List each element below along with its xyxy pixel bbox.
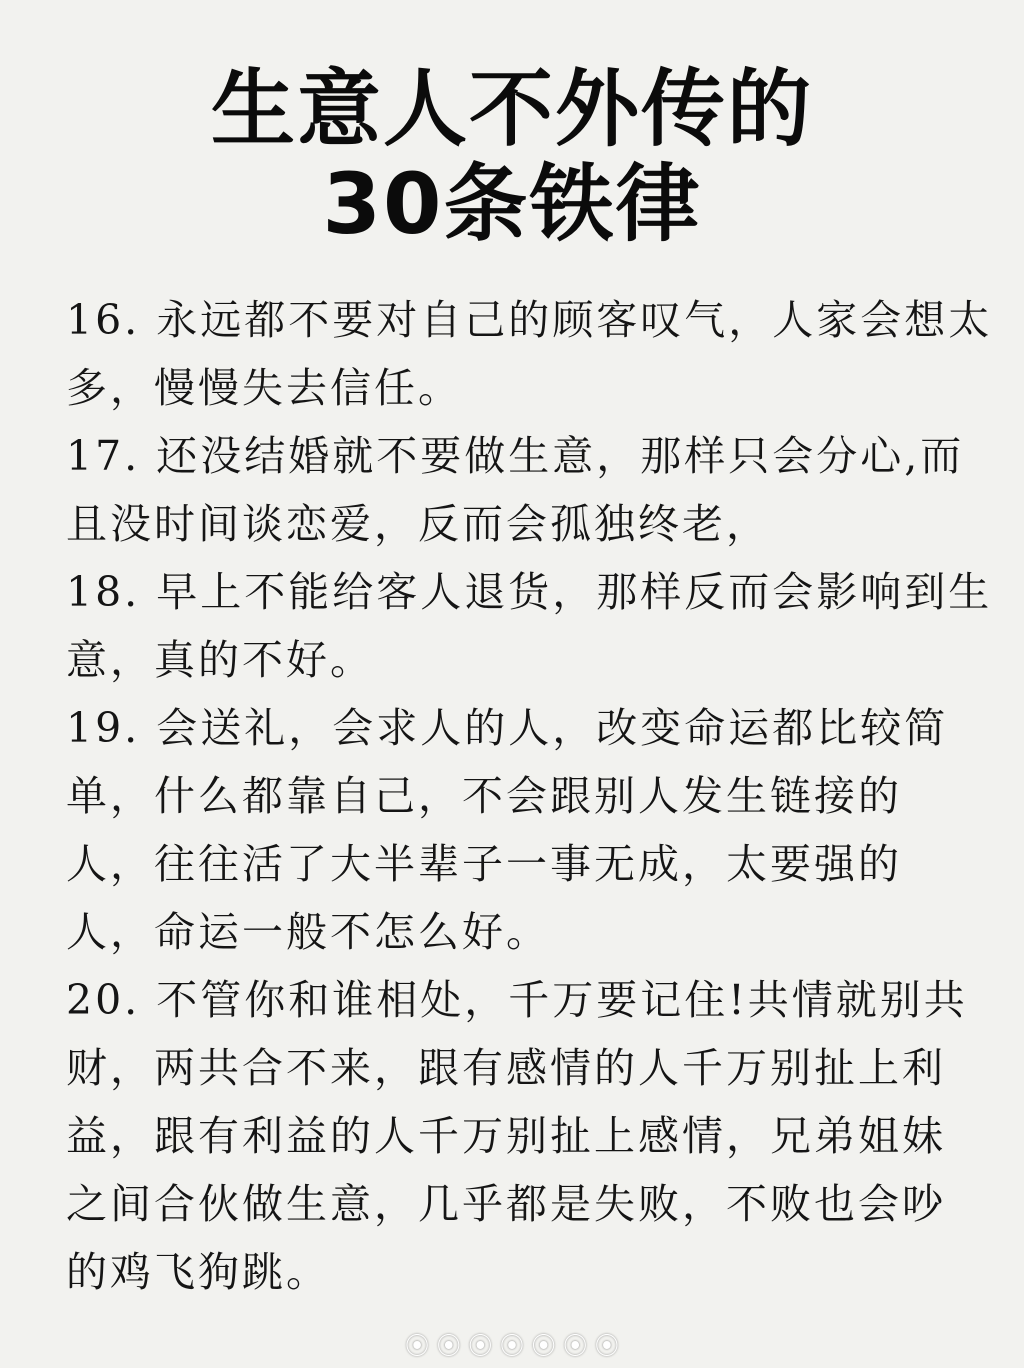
rule-line: 20. 不管你和谁相处，千万要记住!共情就别共 xyxy=(66,976,968,1024)
title-line-2: 30条铁律 xyxy=(322,155,702,253)
rule-line: 之间合伙做生意，几乎都是失败，不败也会吵 xyxy=(66,1180,946,1228)
rule-line: 人，往往活了大半辈子一事无成，太要强的 xyxy=(66,840,902,888)
rule-line: 单，什么都靠自己，不会跟别人发生链接的 xyxy=(66,772,902,820)
rule-16 xyxy=(66,286,993,422)
rule-20 xyxy=(66,966,966,1306)
rule-line: 多，慢慢失去信任。 xyxy=(66,364,462,412)
rule-18 xyxy=(66,558,993,694)
rule-line: 16. 永远都不要对自己的顾客叹气，人家会想太 xyxy=(66,296,993,344)
rule-line: 益，跟有利益的人千万别扯上感情，兄弟姐妹 xyxy=(66,1112,946,1160)
rule-line: 人，命运一般不怎么好。 xyxy=(66,908,550,956)
rules-list xyxy=(66,286,993,1306)
title-line-1: 生意人不外传的 xyxy=(210,60,813,158)
rule-line: 18. 早上不能给客人退货，那样反而会影响到生 xyxy=(66,568,993,616)
rule-line: 19. 会送礼，会求人的人，改变命运都比较简 xyxy=(66,704,949,752)
title-block xyxy=(0,62,1024,252)
rule-line: 意，真的不好。 xyxy=(66,636,374,684)
rule-line: 的鸡飞狗跳。 xyxy=(66,1248,330,1296)
rule-17 xyxy=(66,422,966,558)
rule-line: 财，两共合不来，跟有感情的人千万别扯上利 xyxy=(66,1044,946,1092)
watermark: ⦿ ⦿ ⦿ ⦿ ⦿ ⦿ ⦿ xyxy=(405,1332,619,1360)
rule-line: 且没时间谈恋爱，反而会孤独终老， xyxy=(66,500,770,548)
rule-19 xyxy=(66,694,966,966)
rule-line: 17. 还没结婚就不要做生意，那样只会分心,而 xyxy=(66,432,965,480)
